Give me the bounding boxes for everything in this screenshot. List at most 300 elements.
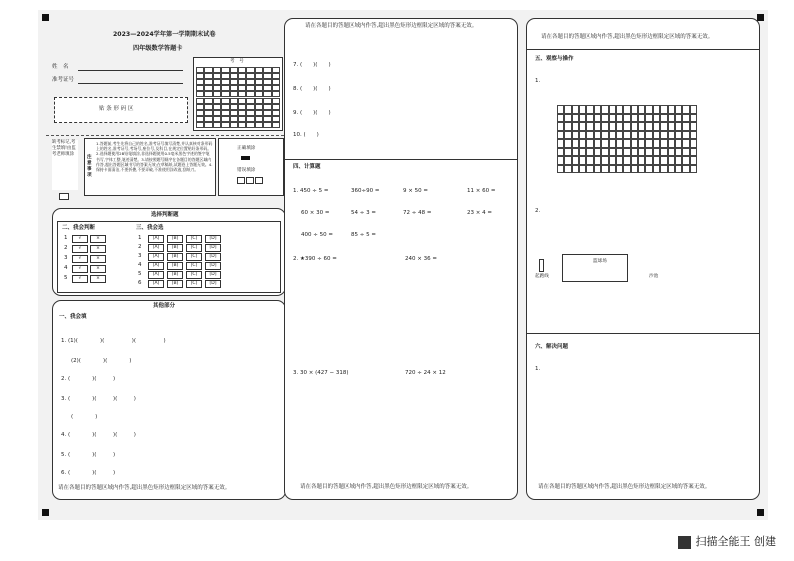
fill-item[interactable] <box>61 471 115 477</box>
drawing-grid-cell[interactable] <box>690 156 697 165</box>
judge-number: 4 <box>64 265 68 271</box>
judge-number: 5 <box>64 275 68 281</box>
fill-item-label: ( <box>71 414 74 420</box>
fill-item-label: 3. ( <box>61 396 71 402</box>
fill-title: 一、我会填 <box>59 314 87 320</box>
other-title: 其他部分 <box>153 303 176 309</box>
drawing-grid-cell[interactable] <box>682 148 689 157</box>
drawing-grid-cell[interactable] <box>660 139 667 148</box>
drawing-grid-cell[interactable] <box>623 131 630 140</box>
fill-item-blanks[interactable]: )( ) <box>302 110 331 116</box>
fill-item[interactable] <box>61 433 136 439</box>
drawing-grid-cell[interactable] <box>579 148 586 157</box>
drawing-grid-cell[interactable] <box>638 114 645 123</box>
drawing-grid-cell[interactable] <box>675 148 682 157</box>
divider <box>46 135 284 136</box>
drawing-grid-cell[interactable] <box>675 139 682 148</box>
drawing-grid-cell[interactable] <box>616 165 623 174</box>
fill-item-blanks[interactable]: )( ) <box>80 358 132 364</box>
drawing-grid-cell[interactable] <box>586 105 593 114</box>
drawing-grid-cell[interactable] <box>660 105 667 114</box>
drawing-grid-cell[interactable] <box>690 114 697 123</box>
select-option[interactable]: [C] <box>186 253 202 261</box>
calc-expression: 23 × 4 = <box>467 210 492 216</box>
select-option[interactable]: [B] <box>167 235 183 243</box>
playground-box <box>562 254 628 282</box>
drawing-grid-cell[interactable] <box>601 148 608 157</box>
drawing-grid-cell[interactable] <box>601 122 608 131</box>
obs-item-2: 2. <box>535 208 541 214</box>
drawing-grid-cell[interactable] <box>675 114 682 123</box>
corner-marker <box>42 509 49 516</box>
exam-no-field[interactable] <box>78 83 183 84</box>
absent-checkbox[interactable] <box>59 193 69 200</box>
drawing-grid-cell[interactable] <box>645 105 652 114</box>
calc-expression: 54 ÷ 3 = <box>351 210 376 216</box>
drawing-grid-cell[interactable] <box>564 139 571 148</box>
select-option[interactable]: [A] <box>148 262 164 270</box>
judge-option[interactable]: × <box>90 235 106 243</box>
drawing-grid-cell[interactable] <box>645 156 652 165</box>
judge-option[interactable]: × <box>90 255 106 263</box>
wrong-mark-example <box>237 177 245 184</box>
fill-item-label: 5. ( <box>61 452 71 458</box>
select-option[interactable]: [C] <box>186 244 202 252</box>
select-option[interactable]: [D] <box>205 235 221 243</box>
drawing-grid-cell[interactable] <box>623 114 630 123</box>
wrong-mark-example <box>246 177 254 184</box>
drawing-grid-cell[interactable] <box>572 139 579 148</box>
drawing-grid-cell[interactable] <box>660 165 667 174</box>
drawing-grid-cell[interactable] <box>682 105 689 114</box>
judge-option[interactable]: × <box>90 275 106 283</box>
calc-expression: 72 ÷ 48 = <box>403 210 432 216</box>
exam-title: 2023—2024学年第一学期期末试卷 <box>113 31 216 38</box>
drawing-grid-cell[interactable] <box>675 165 682 174</box>
drawing-grid-cell[interactable] <box>682 165 689 174</box>
drawing-grid-cell[interactable] <box>653 139 660 148</box>
drawing-grid-cell[interactable] <box>572 114 579 123</box>
sand-label: 沙池 <box>649 274 659 279</box>
drawing-grid-cell[interactable] <box>601 165 608 174</box>
section-divider <box>527 49 759 50</box>
drawing-grid-cell[interactable] <box>594 122 601 131</box>
start-line-marker <box>539 259 544 272</box>
select-option[interactable]: [C] <box>186 280 202 288</box>
exam-number-cell[interactable] <box>204 122 212 128</box>
fill-item-label: 8. ( <box>293 86 303 92</box>
fill-item[interactable] <box>293 133 319 139</box>
fill-item[interactable] <box>61 377 115 383</box>
drawing-grid-cell[interactable] <box>616 139 623 148</box>
drawing-grid-cell[interactable] <box>631 114 638 123</box>
drawing-grid-cell[interactable] <box>572 148 579 157</box>
drawing-grid-cell[interactable] <box>631 139 638 148</box>
drawing-grid-cell[interactable] <box>668 131 675 140</box>
drawing-grid-cell[interactable] <box>690 105 697 114</box>
select-option[interactable]: [B] <box>167 244 183 252</box>
drawing-grid-cell[interactable] <box>579 165 586 174</box>
drawing-grid-cell[interactable] <box>601 156 608 165</box>
drawing-grid-cell[interactable] <box>645 114 652 123</box>
exam-number-cell[interactable] <box>246 122 254 128</box>
select-option[interactable]: [D] <box>205 253 221 261</box>
corner-marker <box>757 509 764 516</box>
fill-item[interactable] <box>61 397 136 403</box>
drawing-grid-cell[interactable] <box>609 156 616 165</box>
barcode-label: 贴 条 形 码 区 <box>99 106 134 112</box>
drawing-grid-cell[interactable] <box>557 148 564 157</box>
fill-item-label: 10. ( <box>293 132 306 138</box>
drawing-grid-cell[interactable] <box>690 139 697 148</box>
select-option[interactable]: [D] <box>205 262 221 270</box>
drawing-grid-cell[interactable] <box>616 122 623 131</box>
choice-title: 选择判断题 <box>151 212 179 218</box>
drawing-grid-cell[interactable] <box>653 105 660 114</box>
calc-expression: 11 × 60 = <box>467 188 496 194</box>
judge-number: 2 <box>64 245 68 251</box>
drawing-grid-cell[interactable] <box>631 148 638 157</box>
drawing-grid-cell[interactable] <box>579 131 586 140</box>
drawing-grid-cell[interactable] <box>609 122 616 131</box>
drawing-grid-cell[interactable] <box>594 114 601 123</box>
drawing-grid-cell[interactable] <box>572 122 579 131</box>
section-divider <box>285 159 517 160</box>
wrong-mark-example <box>255 177 263 184</box>
fill-item[interactable] <box>71 415 97 421</box>
drawing-grid-cell[interactable] <box>609 105 616 114</box>
fill-item-blanks[interactable]: )( )( ) <box>70 432 136 438</box>
select-rows <box>138 236 268 291</box>
drawing-grid-cell[interactable] <box>638 105 645 114</box>
fill-item[interactable] <box>61 453 115 459</box>
drawing-grid-cell[interactable] <box>638 131 645 140</box>
drawing-grid-cell[interactable] <box>675 105 682 114</box>
drawing-grid-cell[interactable] <box>601 105 608 114</box>
drawing-grid-cell[interactable] <box>638 139 645 148</box>
exam-number-cell[interactable] <box>263 122 271 128</box>
drawing-grid-cell[interactable] <box>579 139 586 148</box>
drawing-grid-cell[interactable] <box>653 156 660 165</box>
obs-title: 五、观察与操作 <box>535 56 574 62</box>
scanner-brand <box>678 533 777 549</box>
playground-label: 篮球场 <box>593 259 607 264</box>
select-option[interactable]: [C] <box>186 271 202 279</box>
drawing-grid-cell[interactable] <box>609 165 616 174</box>
exam-number-cell[interactable] <box>230 122 238 128</box>
brand-text: 扫描全能王 创建 <box>695 535 776 548</box>
other-panel <box>52 300 286 500</box>
fill-item[interactable] <box>293 111 331 117</box>
judge-option[interactable]: √ <box>72 275 88 283</box>
drawing-grid-cell[interactable] <box>675 156 682 165</box>
drawing-grid-cell[interactable] <box>616 148 623 157</box>
select-option[interactable]: [A] <box>148 253 164 261</box>
fill-item-blanks[interactable]: )( ) <box>70 376 116 382</box>
judge-option[interactable]: × <box>90 265 106 273</box>
drawing-grid-cell[interactable] <box>557 114 564 123</box>
drawing-grid-cell[interactable] <box>623 139 630 148</box>
start-line-label: 起跑线 <box>535 274 549 279</box>
drawing-grid-cell[interactable] <box>616 131 623 140</box>
drawing-grid-cell[interactable] <box>564 165 571 174</box>
drawing-grid-cell[interactable] <box>623 165 630 174</box>
select-number: 3 <box>138 253 142 259</box>
calc-expression: 85 ÷ 5 = <box>351 232 376 238</box>
drawing-grid-cell[interactable] <box>586 139 593 148</box>
select-number: 5 <box>138 271 142 277</box>
drawing-grid-cell[interactable] <box>572 131 579 140</box>
drawing-grid-cell[interactable] <box>579 105 586 114</box>
calc-expression: 360÷90 = <box>351 188 380 194</box>
drawing-grid-cell[interactable] <box>594 148 601 157</box>
calc-expression: 2. ★390 ÷ 60 = <box>293 256 337 262</box>
drawing-grid-cell[interactable] <box>586 114 593 123</box>
fill-item-blanks[interactable]: )( ) <box>302 62 331 68</box>
drawing-grid-cell[interactable] <box>623 156 630 165</box>
drawing-grid-cell[interactable] <box>668 148 675 157</box>
drawing-grid-cell[interactable] <box>564 156 571 165</box>
filled-mark-example <box>241 156 250 160</box>
exam-number-cell[interactable] <box>272 122 280 128</box>
select-option[interactable]: [B] <box>167 262 183 270</box>
exam-number-cell[interactable] <box>221 122 229 128</box>
drawing-grid-cell[interactable] <box>623 105 630 114</box>
middle-panel <box>284 18 518 500</box>
drawing-grid-cell[interactable] <box>682 122 689 131</box>
drawing-grid-cell[interactable] <box>616 114 623 123</box>
drawing-grid-cell[interactable] <box>586 148 593 157</box>
fill-item-label: 9. ( <box>293 110 303 116</box>
select-number: 1 <box>138 235 142 241</box>
drawing-grid-cell[interactable] <box>616 105 623 114</box>
calc-expression: 240 × 36 = <box>405 256 437 262</box>
drawing-grid-cell[interactable] <box>690 122 697 131</box>
fill-item[interactable] <box>293 63 331 69</box>
select-option[interactable]: [A] <box>148 280 164 288</box>
calc-expression: 400 ÷ 50 = <box>301 232 333 238</box>
drawing-grid-cell[interactable] <box>631 131 638 140</box>
drawing-grid-cell[interactable] <box>557 156 564 165</box>
select-option[interactable]: [A] <box>148 271 164 279</box>
drawing-grid-cell[interactable] <box>623 148 630 157</box>
drawing-grid-cell[interactable] <box>645 122 652 131</box>
drawing-grid-cell[interactable] <box>564 131 571 140</box>
section-divider <box>527 333 759 334</box>
select-option[interactable]: [A] <box>148 244 164 252</box>
fill-item-label: 1. (1)( <box>61 338 78 344</box>
judge-option[interactable]: √ <box>72 235 88 243</box>
drawing-grid-cell[interactable] <box>601 131 608 140</box>
fill-item-blanks[interactable]: )( )( ) <box>77 338 166 344</box>
exam-no-label: 准考证号 <box>52 77 75 83</box>
drawing-grid-cell[interactable] <box>668 114 675 123</box>
drawing-grid-cell[interactable] <box>557 165 564 174</box>
corner-marker <box>42 14 49 21</box>
select-option[interactable]: [B] <box>167 271 183 279</box>
right-warning: 请在各题目的答题区域内作答,超出黑色矩形边框限定区域的答案无效。 <box>541 34 714 40</box>
fill-item[interactable] <box>71 359 131 365</box>
drawing-grid-cell[interactable] <box>660 131 667 140</box>
drawing-grid-cell[interactable] <box>601 114 608 123</box>
drawing-grid-cell[interactable] <box>579 156 586 165</box>
calc-expression: 9 × 50 = <box>403 188 428 194</box>
drawing-grid-cell[interactable] <box>572 105 579 114</box>
corner-marker <box>757 14 764 21</box>
drawing-grid-cell[interactable] <box>682 131 689 140</box>
drawing-grid-cell[interactable] <box>645 131 652 140</box>
drawing-grid-cell[interactable] <box>638 156 645 165</box>
answer-sheet <box>38 10 768 520</box>
drawing-grid-cell[interactable] <box>690 131 697 140</box>
exam-number-cell[interactable] <box>238 122 246 128</box>
drawing-grid-cell[interactable] <box>668 165 675 174</box>
select-option[interactable]: [D] <box>205 271 221 279</box>
qr-icon <box>678 536 691 549</box>
drawing-grid-cell[interactable] <box>557 139 564 148</box>
drawing-grid-cell[interactable] <box>564 148 571 157</box>
drawing-grid-cell[interactable] <box>586 165 593 174</box>
drawing-grid-cell[interactable] <box>609 148 616 157</box>
drawing-grid-cell[interactable] <box>645 139 652 148</box>
fill-item-blanks[interactable]: )( ) <box>70 470 116 476</box>
drawing-grid-cell[interactable] <box>586 122 593 131</box>
fill-item[interactable] <box>293 87 331 93</box>
exam-number-cell[interactable] <box>255 122 263 128</box>
drawing-grid-cell[interactable] <box>557 122 564 131</box>
drawing-grid-cell[interactable] <box>594 165 601 174</box>
select-option[interactable]: [B] <box>167 280 183 288</box>
judge-option[interactable]: × <box>90 245 106 253</box>
fill-item-blanks[interactable]: )( ) <box>70 452 116 458</box>
drawing-grid-cell[interactable] <box>601 139 608 148</box>
drawing-grid-cell[interactable] <box>557 105 564 114</box>
drawing-grid-cell[interactable] <box>660 122 667 131</box>
fill-item-blanks[interactable]: ) <box>305 132 319 138</box>
drawing-grid-cell[interactable] <box>660 148 667 157</box>
drawing-grid-cell[interactable] <box>682 114 689 123</box>
drawing-grid-cell[interactable] <box>631 165 638 174</box>
drawing-grid-cell[interactable] <box>623 122 630 131</box>
judge-option[interactable]: √ <box>72 245 88 253</box>
drawing-grid-cell[interactable] <box>609 139 616 148</box>
drawing-grid-cell[interactable] <box>653 148 660 157</box>
absent-note-text: 缺考标记,考生禁填!由监考老师填涂 <box>52 140 76 157</box>
drawing-grid-cell[interactable] <box>572 165 579 174</box>
right-footer-warning: 请在各题目的答题区域内作答,超出黑色矩形边框限定区域的答案无效。 <box>538 484 711 490</box>
judge-option[interactable]: √ <box>72 255 88 263</box>
fill-example-label: 正确填涂 <box>237 146 256 151</box>
fill-item-blanks[interactable]: )( ) <box>302 86 331 92</box>
judge-number: 1 <box>64 235 68 241</box>
drawing-grid-cell[interactable] <box>631 105 638 114</box>
exam-number-cell[interactable] <box>213 122 221 128</box>
middle-warning: 请在各题目的答题区域内作答,超出黑色矩形边框限定区域的答案无效。 <box>305 23 478 29</box>
drawing-grid-cell[interactable] <box>557 131 564 140</box>
drawing-grid-cell[interactable] <box>645 165 652 174</box>
drawing-grid-cell[interactable] <box>668 156 675 165</box>
drawing-grid-cell[interactable] <box>668 105 675 114</box>
absent-note <box>52 140 78 190</box>
drawing-grid-cell[interactable] <box>586 156 593 165</box>
judge-rows <box>64 236 124 291</box>
fill-item-label: (2)( <box>71 358 81 364</box>
drawing-grid-cell[interactable] <box>690 165 697 174</box>
select-option[interactable]: [B] <box>167 253 183 261</box>
select-option[interactable]: [C] <box>186 262 202 270</box>
drawing-grid-cell[interactable] <box>645 148 652 157</box>
drawing-grid-cell[interactable] <box>638 122 645 131</box>
drawing-grid-cell[interactable] <box>579 122 586 131</box>
fill-item-blanks[interactable]: ) <box>73 414 98 420</box>
name-label: 姓 名 <box>52 64 69 70</box>
notice-box <box>84 138 216 196</box>
select-option[interactable]: [D] <box>205 244 221 252</box>
drawing-grid-cell[interactable] <box>579 114 586 123</box>
drawing-grid-cell[interactable] <box>609 114 616 123</box>
drawing-grid-cell[interactable] <box>653 114 660 123</box>
drawing-grid-cell[interactable] <box>638 165 645 174</box>
select-option[interactable]: [A] <box>148 235 164 243</box>
drawing-grid-cell[interactable] <box>609 131 616 140</box>
drawing-grid-cell[interactable] <box>660 156 667 165</box>
drawing-grid-cell[interactable] <box>653 131 660 140</box>
select-number: 4 <box>138 262 142 268</box>
drawing-grid-cell[interactable] <box>668 139 675 148</box>
drawing-grid-cell[interactable] <box>675 131 682 140</box>
select-number: 6 <box>138 280 142 286</box>
exam-number-cell[interactable] <box>196 122 204 128</box>
select-option[interactable]: [D] <box>205 280 221 288</box>
drawing-grid-cell[interactable] <box>682 156 689 165</box>
drawing-grid-cell[interactable] <box>660 114 667 123</box>
drawing-grid-cell[interactable] <box>638 148 645 157</box>
drawing-grid-cell[interactable] <box>594 156 601 165</box>
drawing-grid-cell[interactable] <box>594 139 601 148</box>
fill-example-box <box>218 138 284 196</box>
fill-item[interactable] <box>61 339 166 345</box>
drawing-grid-cell[interactable] <box>594 105 601 114</box>
drawing-grid-cell[interactable] <box>653 122 660 131</box>
drawing-grid-cell[interactable] <box>564 114 571 123</box>
drawing-grid-cell[interactable] <box>594 131 601 140</box>
choice-panel <box>52 208 286 296</box>
drawing-grid-cell[interactable] <box>690 148 697 157</box>
middle-footer-warning: 请在各题目的答题区域内作答,超出黑色矩形边框限定区域的答案无效。 <box>300 484 473 490</box>
drawing-grid[interactable] <box>557 105 697 173</box>
drawing-grid-cell[interactable] <box>668 122 675 131</box>
judge-option[interactable]: √ <box>72 265 88 273</box>
name-field[interactable] <box>78 70 183 71</box>
drawing-grid-cell[interactable] <box>616 156 623 165</box>
select-option[interactable]: [C] <box>186 235 202 243</box>
calc-expression: 60 × 30 = <box>301 210 330 216</box>
drawing-grid-cell[interactable] <box>631 122 638 131</box>
exam-number-grid[interactable] <box>193 57 283 131</box>
drawing-grid-cell[interactable] <box>572 156 579 165</box>
fill-item-blanks[interactable]: )( )( ) <box>70 396 136 402</box>
solve-title: 六、解决问题 <box>535 344 569 350</box>
exam-number-label: 考 号 <box>230 59 244 64</box>
drawing-grid-cell[interactable] <box>586 131 593 140</box>
drawing-grid-cell[interactable] <box>564 105 571 114</box>
drawing-grid-cell[interactable] <box>682 139 689 148</box>
right-panel <box>526 18 760 500</box>
drawing-grid-cell[interactable] <box>675 122 682 131</box>
drawing-grid-cell[interactable] <box>631 156 638 165</box>
drawing-grid-cell[interactable] <box>564 122 571 131</box>
drawing-grid-cell[interactable] <box>653 165 660 174</box>
